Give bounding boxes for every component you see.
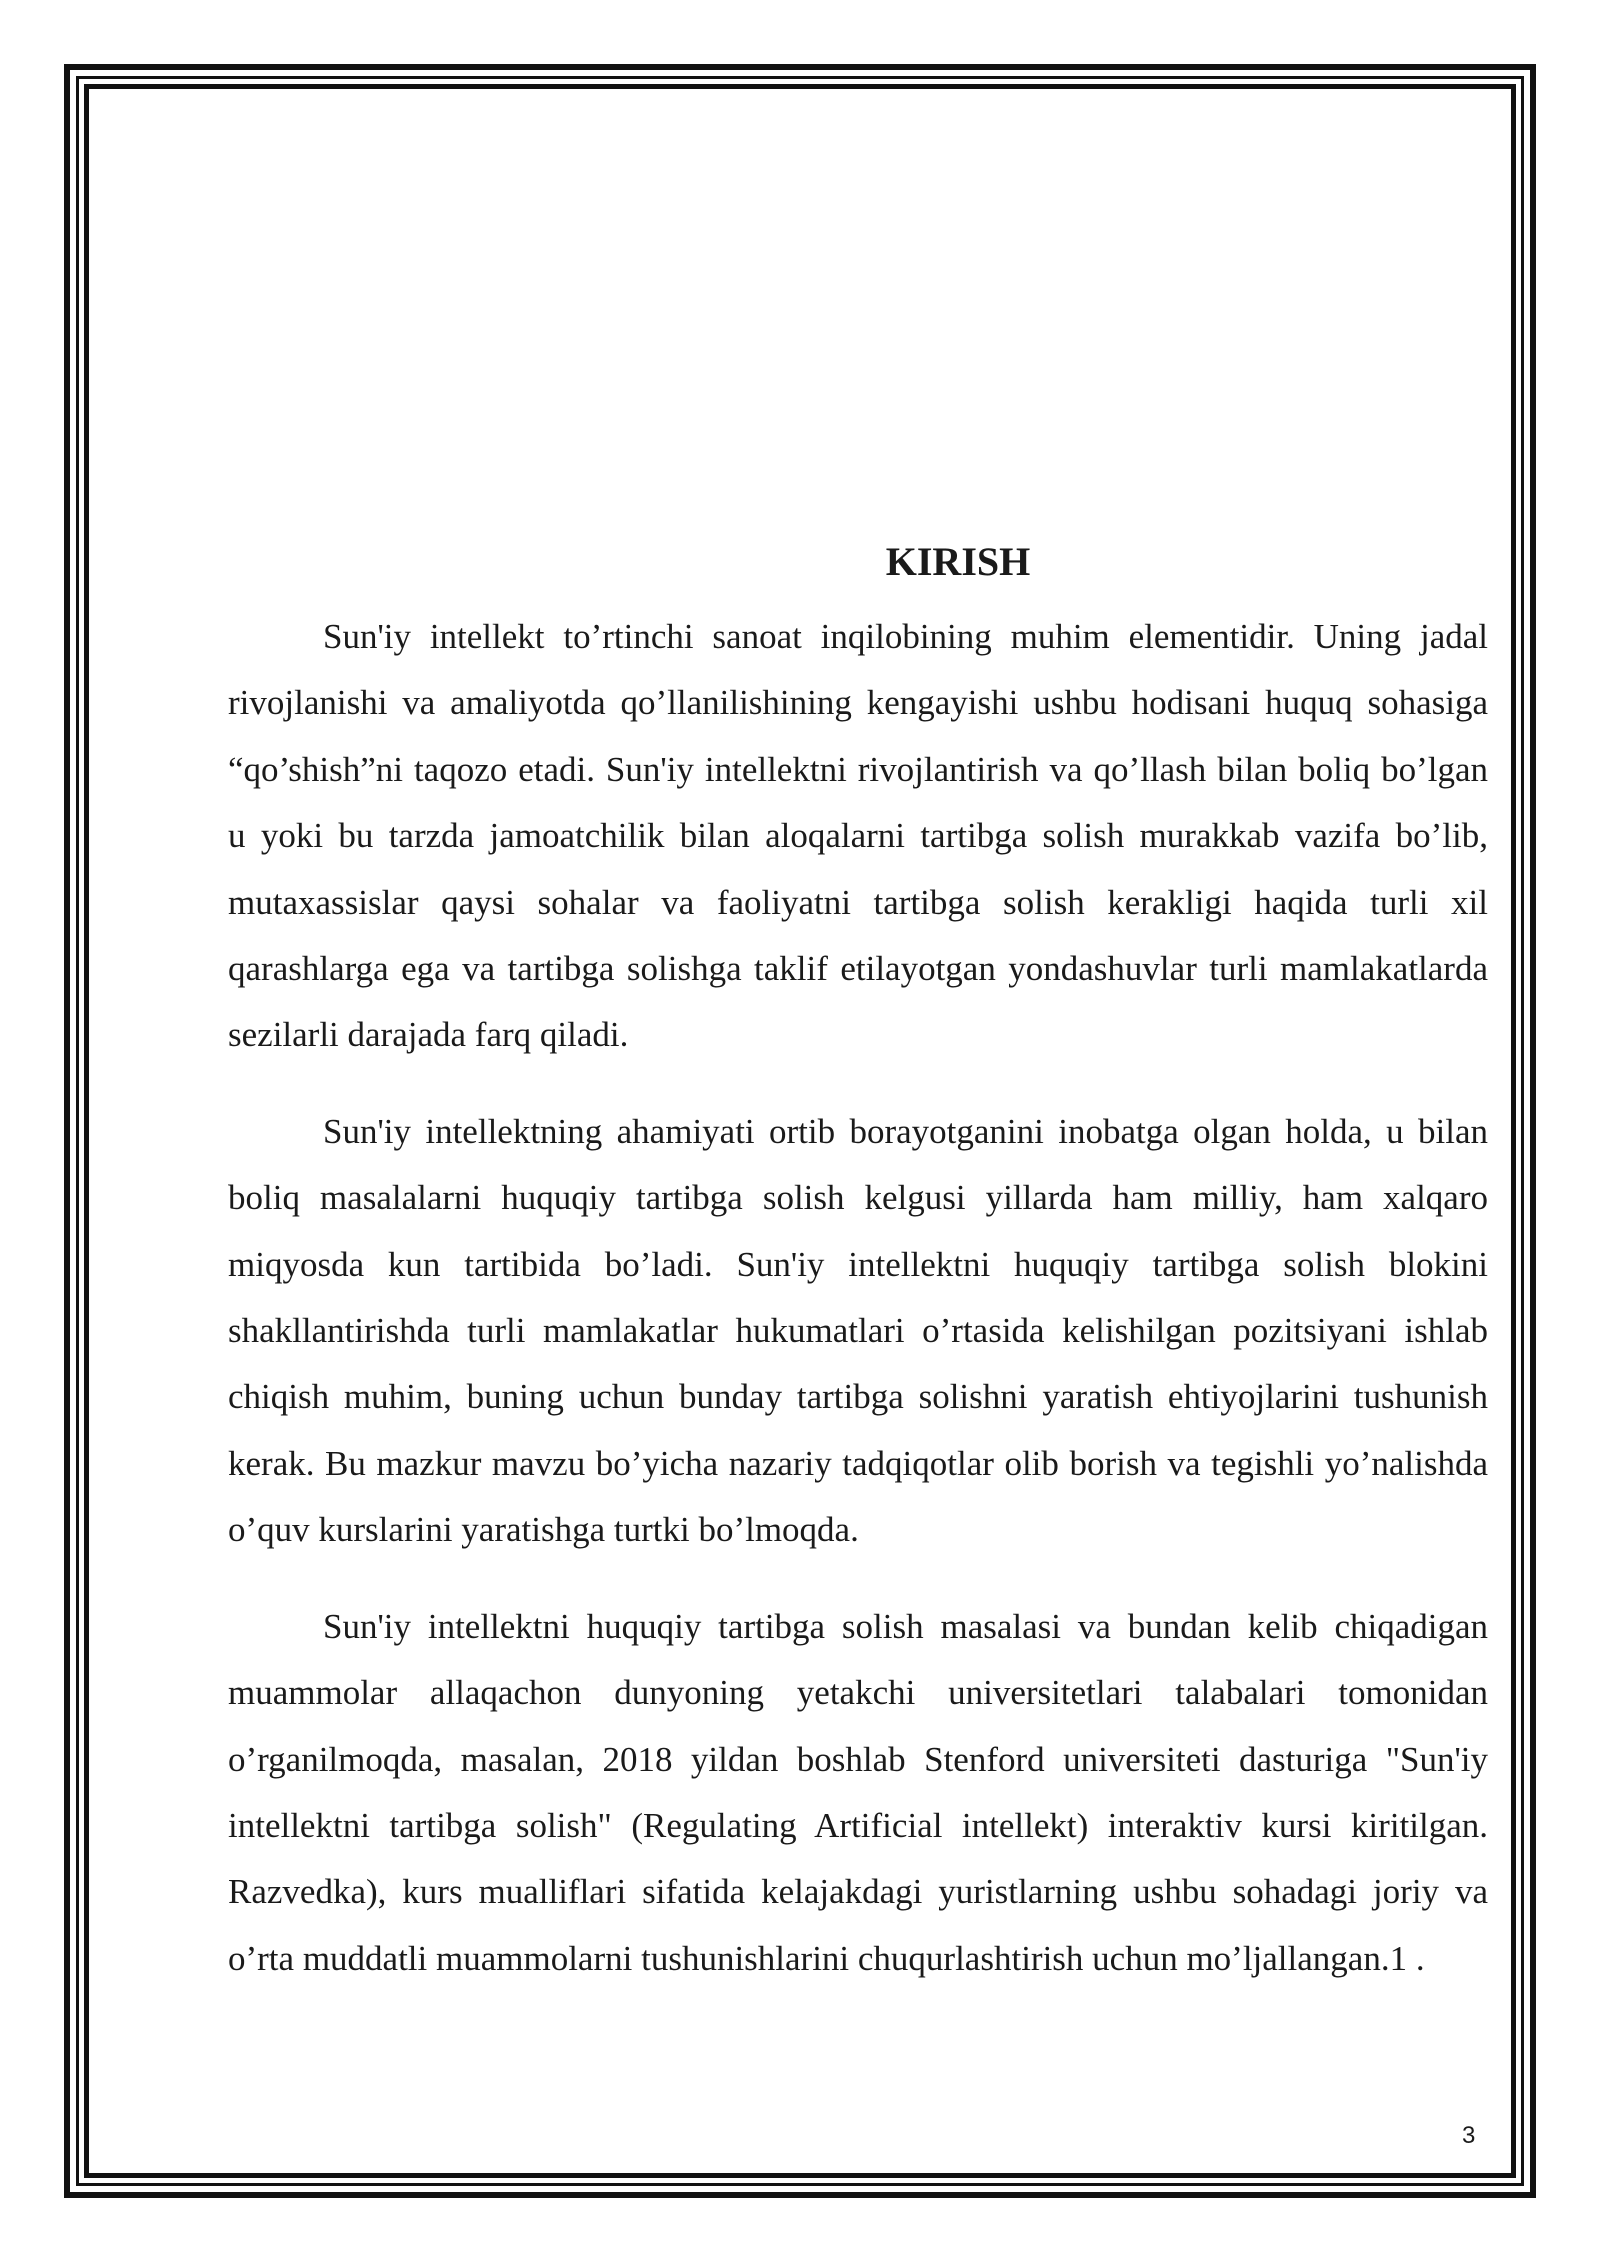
paragraph-2: Sun'iy intellektning ahamiyati ortib borayotganini inobatga olgan holda, u bilan boliq masalalarni huquqiy tartibga solish kelgusi yillarda ham milliy, ham xalqaro miqyosda kun tartibida bo’ladi. Sun'iy intellektni huquqiy tartibga solish blokini shakllantirishda turli mamlakatlar hukumatlari o’rtasida kelishilgan pozitsiyani ishlab chiqish muhim, buning uchun bunday tartibga solishni yaratish ehtiyojlarini tushunish kerak. Bu mazkur mavzu bo’yicha nazariy tadqiqotlar olib borish va tegishli yo’nalishda o’quv kurslarini yaratishga turtki bo’lmoqda. [228,1111,1488,1550]
paragraph-3: Sun'iy intellektni huquqiy tartibga solish masalasi va bundan kelib chiqadigan muammolar allaqachon dunyoning yetakchi universitetlari talabalari tomonidan o’rganilmoqda, masalan, 2018 yildan boshlab Stenford universiteti dasturiga "Sun'iy intellektni tartibga solish" (Regulating Artificial intellekt) interaktiv kursi kiritilgan. Razvedka), kurs mualliflari sifatida kelajakdagi yuristlarning ushbu sohadagi joriy va o’rta muddatli muammolarni tushunishlarini chuqurlashtirish uchun mo’ljallangan.1 . [228,1606,1488,1978]
document-body [228,530,1488,2022]
page-number: 3 [1462,2122,1476,2149]
page-title: KIRISH [885,539,1031,584]
paragraph-1: Sun'iy intellekt to’rtinchi sanoat inqilobining muhim elementidir. Uning jadal rivojlanishi va amaliyotda qo’llanilishining kengayishi ushbu hodisani huquq sohasiga “qo’shish”ni taqozo etadi. Sun'iy intellektni rivojlantirish va qo’llash bilan boliq bo’lgan u yoki bu tarzda jamoatchilik bilan aloqalarni tartibga solish murakkab vazifa bo’lib, mutaxassislar qaysi sohalar va faoliyatni tartibga solish kerakligi haqida turli xil qarashlarga ega va tartibga solishga taklif etilayotgan yondashuvlar turli mamlakatlarda sezilarli darajada farq qiladi. [228,617,1488,1055]
